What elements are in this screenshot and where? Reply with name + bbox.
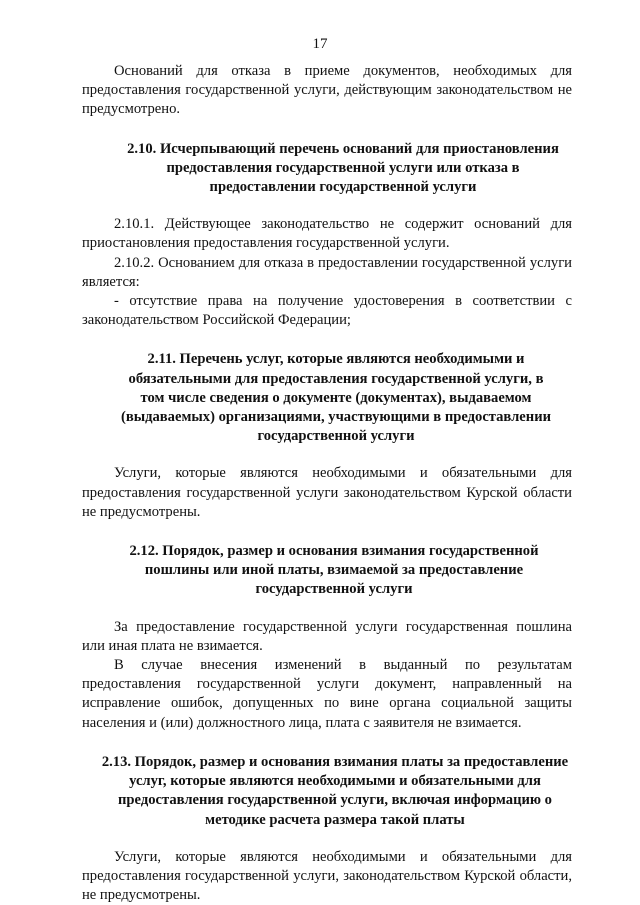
page-content [82,62,572,905]
paragraph-2-10-2-item: - отсутствие права на получение удостоверения в соответствии с законодательством Российской Федерации; [82,293,572,329]
heading-2-12: 2.12. Порядок, размер и основания взимания государственной пошлины или иной платы, взимаемой за предоставление государственной услуги [129,543,539,598]
heading-2-11: 2.11. Перечень услуг, которые являются необходимыми и обязательными для предоставления государственной услуги, в том числе сведения о документе (документах), выдаваемом (выдаваемых) организациями, участвующими в предоставлении государственной услуги [120,351,552,445]
heading-2-10: 2.10. Исчерпывающий перечень оснований для приостановления предоставления государственной услуги или отказа в предоставлении государственной услуги [127,140,559,196]
page-number: 17 [312,36,328,52]
heading-2-13: 2.13. Порядок, размер и основания взимания платы за предоставление услуг, которые являются необходимыми и обязательными для предоставления государственной услуги, включая информацию о методике расчета размера такой платы [101,753,569,828]
paragraph-2-13: Услуги, которые являются необходимыми и обязательными для предоставления государственной услуги, законодательством Курской области, не предусмотрены. [82,848,572,904]
paragraph-2-12-fee: За предоставление государственной услуги государственная пошлина или иная плата не взимается. [82,618,572,654]
paragraph-2-12-corrections: В случае внесения изменений в выданный по результатам предоставления государственной услуги документ, направленный на исправление ошибок, допущенных по вине органа социальной защиты населения и (или) должностного лица, плата с заявителя не взимается. [82,657,572,731]
paragraph-refusal-documents: Оснований для отказа в приеме документов, необходимых для предоставления государственной услуги, действующим законодательством не предусмотрено. [82,63,572,118]
paragraph-2-10-1: 2.10.1. Действующее законодательство не содержит оснований для приостановления предоставления государственной услуги. [82,216,572,252]
paragraph-2-10-2: 2.10.2. Основанием для отказа в предоставлении государственной услуги является: [82,254,572,290]
paragraph-2-11: Услуги, которые являются необходимыми и обязательными для предоставления государственной услуги законодательством Курской области не предусмотрены. [82,465,572,520]
